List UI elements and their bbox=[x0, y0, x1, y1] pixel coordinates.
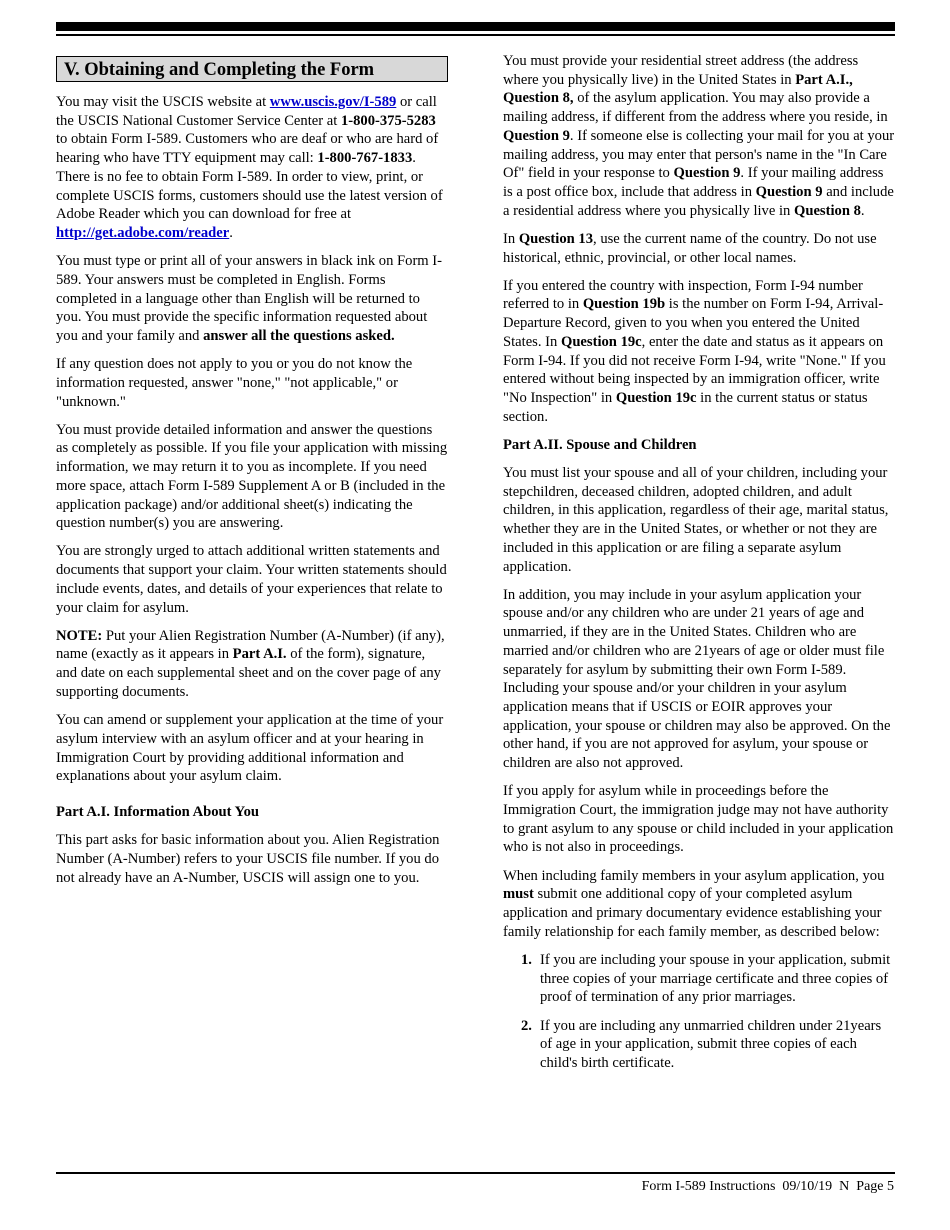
paragraph-note: NOTE: Put your Alien Registration Number (A-Number) (if any), name (exactly as it appears in Part A.I. of the form), signature, and date on each supplemental sheet and on the cover page of any supporting documents. bbox=[56, 627, 445, 700]
list-item: 2. If you are including any unmarried children under 21years of age in your application, submit three copies of each child's birth certificate. bbox=[521, 1017, 882, 1071]
paragraph-not-applicable: If any question does not apply to you or you do not know the information requested, answer "none," "not applicable," or "unknown." bbox=[56, 356, 413, 410]
paragraph-additional-copy: When including family members in your asylum application, you must submit one additional copy of your completed asylum application and primary documentary evidence establishing your family relationship for each family member, as described below: bbox=[503, 867, 885, 940]
list-item: 1. If you are including your spouse in your application, submit three copies of your marriage certificate and three copies of proof of termination of any prior marriages. bbox=[521, 951, 891, 1006]
family-documents-list bbox=[503, 951, 895, 1073]
subheading-part-a1: Part A.I. Information About You bbox=[56, 803, 259, 820]
paragraph-obtain-form: You may visit the USCIS website at www.uscis.gov/I-589 or call the USCIS National Customer Service Center at 1-800-375-5283 to obtain Form I-589. Customers who are deaf or who are hard of hearing who have TTY equipment may call: 1-800-767-1833. There is no fee to obtain Form I-589. In order to view, print, or complete USCIS forms, customers should use the latest version of Adobe Reader which you can download for free at http://get.adobe.com/reader. bbox=[56, 94, 443, 241]
paragraph-proceedings: If you apply for asylum while in proceedings before the Immigration Court, the immigration judge may not have authority to grant asylum to any spouse or child included in your application who is not also in proceedings. bbox=[503, 783, 894, 856]
subheading-part-a2: Part A.II. Spouse and Children bbox=[503, 436, 697, 453]
adobe-reader-link[interactable]: http://get.adobe.com/reader bbox=[56, 224, 230, 241]
uscis-website-link[interactable]: www.uscis.gov/I-589 bbox=[269, 94, 397, 110]
paragraph-form-i94: If you entered the country with inspection, Form I-94 number referred to in Question 19b is the number on Form I-94, Arrival-Departure Record, given to you when you entered the United States. In Question 19c, enter the date and status as it appears on Form I-94. If you did not receive Form I-94, write "None." If you entered without being inspected by an immigration officer, write "No Inspection" in Question 19c in the current status or status section. bbox=[503, 277, 886, 425]
paragraph-detailed-info: You must provide detailed information and answer the questions as completely as possible. If you file your application with missing information, we may return it to you as incomplete. If you need more space, attach Form I-589 Supplement A or B (included in the application package) and/or additional sheet(s) indicating the question number(s) you are answering. bbox=[56, 421, 448, 532]
tty-phone-number: 1-800-767-1833 bbox=[317, 150, 413, 167]
paragraph-amend: You can amend or supplement your application at the time of your asylum interview with an asylum officer and at your hearing in Immigration Court by providing additional information and explanations about your asylum claim. bbox=[56, 712, 444, 785]
left-column bbox=[56, 52, 448, 897]
page-footer: Form I-589 Instructions 09/10/19 N Page 5 bbox=[641, 1179, 894, 1194]
paragraph-additional-statements: You are strongly urged to attach additional written statements and documents that support your claim. Your written statements should include events, dates, and details of your experiences that relate to your claim for asylum. bbox=[56, 543, 447, 616]
bottom-rule bbox=[56, 1172, 895, 1174]
paragraph-list-spouse-children: You must list your spouse and all of your children, including your stepchildren, deceased children, adopted children, and adult children, in this application, regardless of their age, marital status, whether they are in the United States, or whether or not they are included in this application or are filing a separate asylum application. bbox=[503, 465, 889, 575]
section-title: V. Obtaining and Completing the Form bbox=[56, 56, 448, 82]
paragraph-black-ink: You must type or print all of your answers in black ink on Form I-589. Your answers must be completed in English. Forms completed in a language other than English will be returned to you. You must provide the specific information requested about you and your family and answer all the questions asked. bbox=[56, 253, 443, 344]
paragraph-a-number: This part asks for basic information about you. Alien Registration Number (A-Number) refers to your USCIS file number. If you do not already have an A-Number, USCIS will assign one to you. bbox=[56, 832, 440, 886]
paragraph-include-family: In addition, you may include in your asylum application your spouse and/or any children who are under 21 years of age and unmarried, if they are in the United States. Children who are married and/or children who are 21years of age or older must file separately for asylum by submitting their own Form I-589. Including your spouse and/or your children in your asylum application means that if USCIS or EOIR approves your application, your spouse or children may also be approved. On the other hand, if you are not approved for asylum, your spouse or children are also not approved. bbox=[503, 586, 891, 772]
top-rule-thick bbox=[56, 22, 895, 31]
paragraph-residential-address: You must provide your residential street address (the address where you physically live) in the United States in Part A.I., Question 8, of the asylum application. You may also provide a mailing address, if different from the address where you reside, in Question 9. If someone else is collecting your mail for you at your mailing address, you may enter that person's name in the "In Care Of" field in your response to Question 9. If your mailing address is a post office box, include that address in Question 9 and include a residential address where you physically live in Question 8. bbox=[503, 53, 895, 219]
right-column bbox=[503, 52, 895, 1082]
top-rule-thin bbox=[56, 34, 895, 36]
phone-number: 1-800-375-5283 bbox=[340, 112, 436, 129]
paragraph-question-13: In Question 13, use the current name of the country. Do not use historical, ethnic, provincial, or other local names. bbox=[503, 230, 877, 266]
